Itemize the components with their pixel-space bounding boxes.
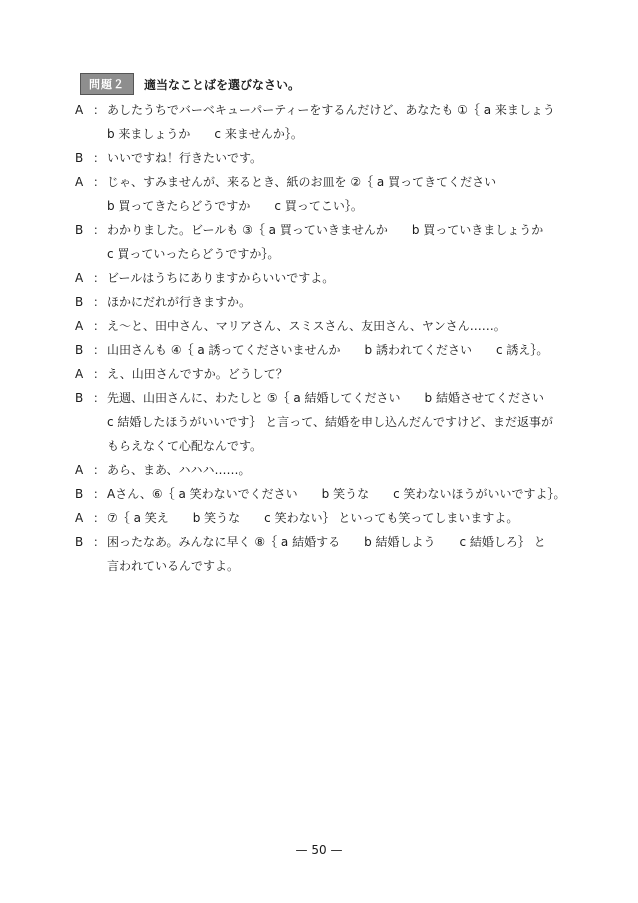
- dialogue-line: [75, 314, 585, 338]
- line-text: ⑦｛ a 笑え b 笑うな c 笑わない｝ といっても笑ってしまいますよ。: [107, 511, 519, 525]
- line-text: あら、まあ、ハハハ……。: [107, 463, 251, 477]
- dialogue-line: [75, 530, 585, 554]
- line-text: あしたうちでバーベキューパーティーをするんだけど、あなたも ①｛ a 来ましょう: [107, 103, 555, 117]
- dialogue-line: [75, 218, 585, 242]
- speaker-colon: ：: [93, 487, 106, 501]
- line-text: b 買ってきたらどうですか c 買ってこい｝。: [107, 199, 363, 213]
- speaker-colon: ：: [93, 319, 106, 333]
- speaker-label: A: [75, 319, 84, 333]
- dialogue-line: [75, 98, 585, 122]
- line-text: b 来ましょうか c 来ませんか｝。: [107, 127, 303, 141]
- dialogue-line: [75, 554, 585, 578]
- line-text: わかりました。ビールも ③｛ a 買っていきませんか b 買っていきましょうか: [107, 223, 544, 237]
- speaker-label: B: [75, 223, 84, 237]
- speaker-label: B: [75, 295, 84, 309]
- line-text: c 結婚したほうがいいです｝ と言って、結婚を申し込んだんですけど、まだ返事が: [107, 415, 553, 429]
- line-text: 先週、山田さんに、わたしと ⑤｛ a 結婚してください b 結婚させてください: [107, 391, 544, 405]
- line-text: 困ったなあ。みんなに早く ⑧｛ a 結婚する b 結婚しよう c 結婚しろ｝ と: [107, 535, 546, 549]
- speaker-label: A: [75, 175, 84, 189]
- line-text: もらえなくて心配なんです。: [107, 439, 263, 453]
- dialogue-line: [75, 146, 585, 170]
- line-text: じゃ、すみませんが、来るとき、紙のお皿を ②｛ a 買ってきてください: [107, 175, 497, 189]
- dialogue-line: [75, 338, 585, 362]
- line-text: え～と、田中さん、マリアさん、スミスさん、友田さん、ヤンさん……。: [107, 319, 506, 333]
- dialogue-line: [75, 170, 585, 194]
- line-text: 言われているんですよ。: [107, 559, 240, 573]
- line-text: c 買っていったらどうですか｝。: [107, 247, 280, 261]
- speaker-label: A: [75, 511, 84, 525]
- speaker-label: A: [75, 367, 84, 381]
- line-text: 山田さんも ④｛ a 誘ってくださいませんか b 誘われてください c 誘え｝。: [107, 343, 549, 357]
- line-text: ビールはうちにありますからいいですよ。: [107, 271, 335, 285]
- dialogue-line: [75, 122, 585, 146]
- speaker-colon: ：: [93, 271, 106, 285]
- speaker-colon: ：: [93, 535, 106, 549]
- speaker-label: A: [75, 271, 84, 285]
- speaker-colon: ：: [93, 463, 106, 477]
- line-text: え、山田さんですか。どうして？: [107, 367, 288, 381]
- page-number: — 50 —: [295, 843, 343, 857]
- speaker-colon: ：: [93, 391, 106, 405]
- speaker-colon: ：: [93, 367, 106, 381]
- dialogue-line: [75, 410, 585, 434]
- dialogue: [75, 98, 585, 578]
- speaker-label: B: [75, 151, 84, 165]
- speaker-colon: ：: [93, 223, 106, 237]
- dialogue-line: [75, 458, 585, 482]
- line-text: ほかにだれが行きますか。: [107, 295, 252, 309]
- exercise-header: [80, 73, 300, 95]
- speaker-colon: ：: [93, 511, 106, 525]
- speaker-label: B: [75, 391, 84, 405]
- speaker-label: B: [75, 487, 84, 501]
- dialogue-line: [75, 242, 585, 266]
- exercise-badge: 問題２: [80, 73, 134, 95]
- line-text: Aさん、⑥｛ a 笑わないでください b 笑うな c 笑わないほうがいいですよ｝。: [107, 487, 566, 501]
- speaker-colon: ：: [93, 151, 106, 165]
- speaker-colon: ：: [93, 295, 106, 309]
- exercise-instruction: 適当なことばを選びなさい。: [144, 77, 301, 92]
- dialogue-line: [75, 362, 585, 386]
- dialogue-line: [75, 194, 585, 218]
- speaker-colon: ：: [93, 343, 106, 357]
- speaker-label: A: [75, 103, 84, 117]
- speaker-colon: ：: [93, 103, 106, 117]
- dialogue-line: [75, 290, 585, 314]
- dialogue-line: [75, 482, 585, 506]
- speaker-label: B: [75, 343, 84, 357]
- speaker-label: B: [75, 535, 84, 549]
- speaker-colon: ：: [93, 175, 106, 189]
- line-text: いいですね！行きたいです。: [107, 151, 263, 165]
- speaker-label: A: [75, 463, 84, 477]
- dialogue-line: [75, 266, 585, 290]
- dialogue-line: [75, 434, 585, 458]
- dialogue-line: [75, 506, 585, 530]
- dialogue-line: [75, 386, 585, 410]
